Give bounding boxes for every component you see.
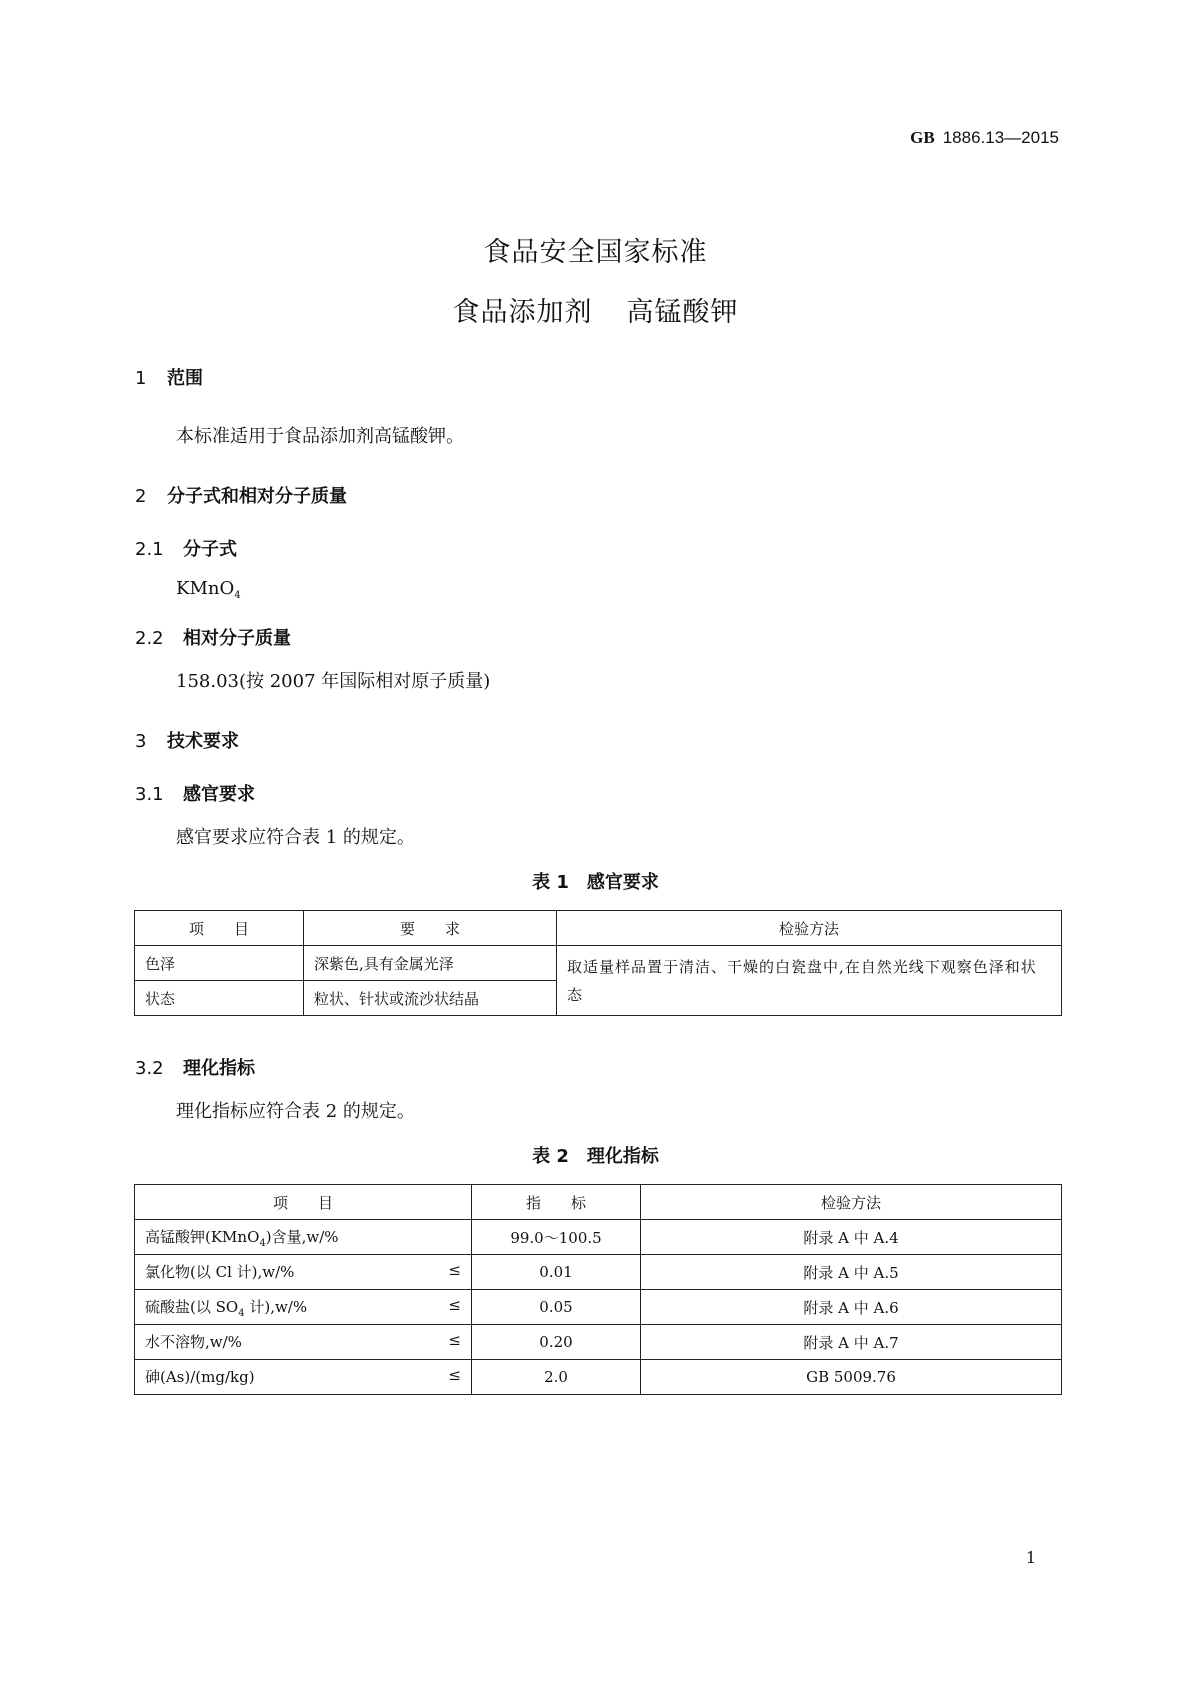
section-3-heading: 3 技术要求 [135, 731, 239, 752]
section-3-1-heading: 3.1 感官要求 [135, 784, 255, 805]
table-cell-value: 0.20 [472, 1325, 641, 1360]
table-cell-item: 高锰酸钾(KMnO$_4$)含量,w/% [135, 1220, 472, 1255]
table-header-cell: 要 求 [304, 911, 557, 946]
table-cell-value: 0.05 [472, 1290, 641, 1325]
table-header-cell: 指 标 [472, 1185, 641, 1220]
table-cell-method: 附录 A 中 A.6 [641, 1290, 1062, 1325]
standard-code [910, 128, 1059, 148]
section-1-text: 本标准适用于食品添加剂高锰酸钾。 [176, 426, 464, 447]
section-2-heading: 2 分子式和相对分子质量 [135, 486, 347, 507]
table-cell-requirement: 粒状、针状或流沙状结晶 [304, 981, 557, 1016]
table-cell-item: 状态 [135, 981, 304, 1016]
table-header-row [135, 911, 1062, 946]
section-2-1-heading: 2.1 分子式 [135, 539, 237, 560]
table-cell-value: 0.01 [472, 1255, 641, 1290]
table-1-sensory [134, 910, 1062, 1016]
page-number: 1 [1025, 1548, 1036, 1567]
table-cell-method: 附录 A 中 A.4 [641, 1220, 1062, 1255]
table-cell-item: 色泽 [135, 946, 304, 981]
section-3-2-heading: 3.2 理化指标 [135, 1058, 255, 1079]
table-row [135, 1220, 1062, 1255]
table-row [135, 1255, 1062, 1290]
table-cell-method: GB 5009.76 [641, 1360, 1062, 1395]
code-prefix: GB [910, 128, 935, 147]
table-header-cell: 检验方法 [641, 1185, 1062, 1220]
table-cell-value: 99.0～100.5 [472, 1220, 641, 1255]
table-row [135, 1325, 1062, 1360]
subtitle-substance: 高锰酸钾 [626, 297, 739, 328]
table-row [135, 1360, 1062, 1395]
table-cell-item: 硫酸盐(以 $SO_4$ 计),w/% ≤ [135, 1290, 472, 1325]
table-cell-method: 附录 A 中 A.7 [641, 1325, 1062, 1360]
table-cell-method: 附录 A 中 A.5 [641, 1255, 1062, 1290]
molecular-mass-text: 158.03(按 2007 年国际相对原子质量) [176, 671, 491, 692]
table-header-cell: 检验方法 [557, 911, 1062, 946]
section-3-2-text: 理化指标应符合表 2 的规定。 [176, 1101, 415, 1122]
table-cell-item: 水不溶物,w/% ≤ [135, 1325, 472, 1360]
section-3-1-text: 感官要求应符合表 1 的规定。 [176, 827, 415, 848]
table-cell-item: 氯化物(以 Cl 计),w/% ≤ [135, 1255, 472, 1290]
code-number: 1886.13—2015 [942, 128, 1059, 147]
table-2-caption: 表 2 理化指标 [532, 1146, 659, 1167]
table-cell-requirement: 深紫色,具有金属光泽 [304, 946, 557, 981]
table-header-cell: 项 目 [135, 1185, 472, 1220]
document-title: 食品安全国家标准 [483, 237, 708, 268]
table-cell-item: 砷(As)/(mg/kg) ≤ [135, 1360, 472, 1395]
section-2-2-heading: 2.2 相对分子质量 [135, 628, 291, 649]
subtitle-category: 食品添加剂 [452, 297, 593, 328]
document-subtitle [0, 290, 1191, 329]
table-cell-method: 取适量样品置于清洁、干燥的白瓷盘中,在自然光线下观察色泽和状态 [557, 946, 1062, 1016]
table-row [135, 1290, 1062, 1325]
table-2-physicochemical [134, 1184, 1062, 1395]
molecular-formula: KMnO$_4$ [176, 578, 241, 601]
table-header-row [135, 1185, 1062, 1220]
table-1-caption: 表 1 感官要求 [532, 872, 659, 893]
table-cell-value: 2.0 [472, 1360, 641, 1395]
table-row [135, 946, 1062, 981]
table-header-cell: 项 目 [135, 911, 304, 946]
section-1-heading: 1 范围 [135, 368, 203, 389]
